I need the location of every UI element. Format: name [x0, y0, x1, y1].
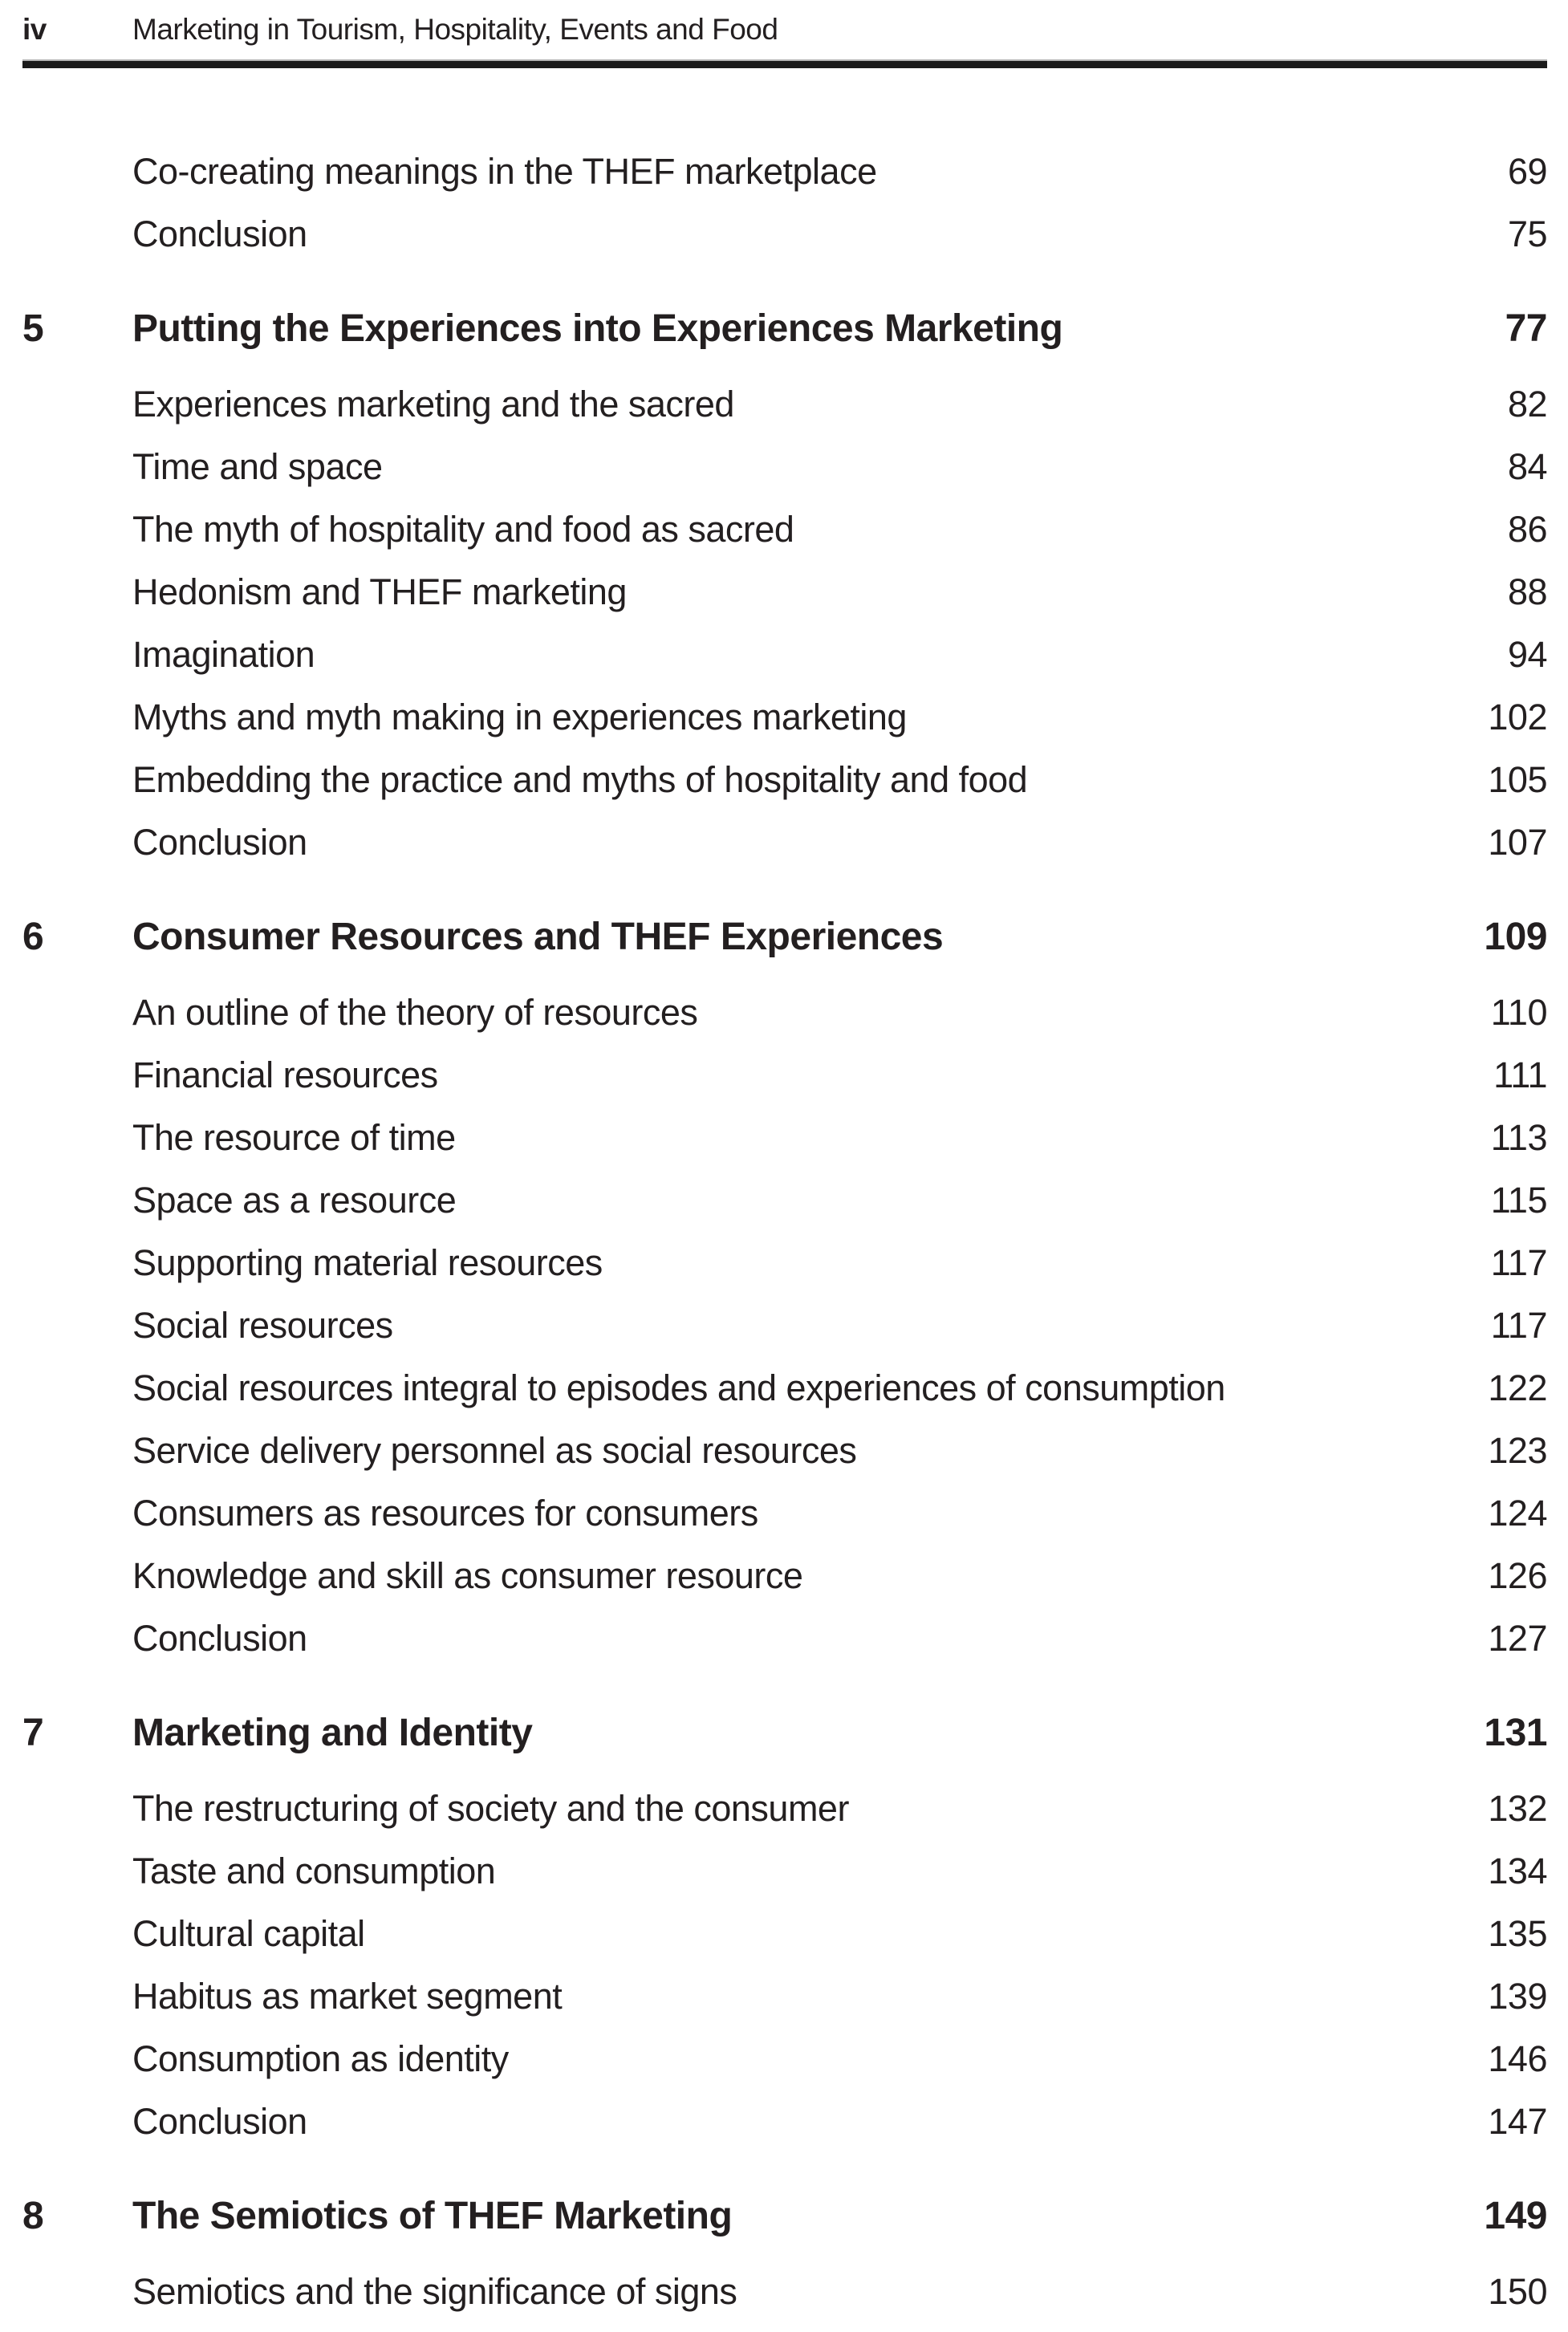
toc-entry-page: 69 [1507, 151, 1547, 192]
toc-entry-page: 88 [1507, 571, 1547, 612]
toc-entry-title: Conclusion [132, 213, 307, 254]
toc-entry-title: Consumer Resources and THEF Experiences [132, 916, 944, 958]
toc-subsection-row [22, 1840, 1547, 1903]
toc-entry-page: 113 [1490, 1117, 1547, 1158]
toc-entry-title: Consumers as resources for consumers [132, 1493, 758, 1534]
toc-subsection-row [22, 436, 1547, 498]
toc-entry-page: 110 [1490, 992, 1547, 1033]
toc-subsection-row [22, 1607, 1547, 1670]
toc-entry-title: Conclusion [132, 1618, 307, 1659]
toc-entry-page: 135 [1488, 1913, 1547, 1954]
toc-entry-title: Putting the Experiences into Experiences Marketing [132, 307, 1063, 350]
toc-entry-page: 77 [1505, 307, 1547, 350]
toc-subsection-row [22, 2090, 1547, 2153]
toc-subsection-row [22, 140, 1547, 203]
toc-entry-page: 147 [1488, 2101, 1547, 2142]
chapter-number: 8 [22, 2195, 44, 2237]
toc-subsection-row [22, 1169, 1547, 1232]
toc-subsection-row [22, 686, 1547, 749]
toc-subsection-row [22, 2028, 1547, 2090]
toc-entry-title: Space as a resource [132, 1180, 457, 1221]
toc-entry-title: Consumption as identity [132, 2038, 509, 2079]
toc-entry-title: Hedonism and THEF marketing [132, 571, 627, 612]
toc-entry-page: 146 [1488, 2038, 1547, 2079]
toc-subsection-row [22, 1777, 1547, 1840]
toc-entry-page: 127 [1488, 1618, 1547, 1659]
toc-entry-page: 111 [1493, 1054, 1547, 1095]
toc-entry-page: 86 [1507, 509, 1547, 550]
toc-entry-page: 132 [1488, 1788, 1547, 1829]
toc-entry-title: Conclusion [132, 822, 307, 863]
toc-subsection-row [22, 1420, 1547, 1482]
toc-entry-title: The myth of hospitality and food as sacred [132, 509, 794, 550]
toc-entry-page: 139 [1488, 1976, 1547, 2017]
toc-entry-page: 149 [1484, 2195, 1547, 2237]
toc-subsection-row [22, 1232, 1547, 1294]
toc-entry-page: 75 [1507, 213, 1547, 254]
toc-subsection-row [22, 1044, 1547, 1107]
toc-subsection-row [22, 1545, 1547, 1607]
toc-subsection-row [22, 1357, 1547, 1420]
toc-entry-title: Marketing and Identity [132, 1712, 533, 1754]
toc-entry-title: Knowledge and skill as consumer resource [132, 1555, 803, 1596]
folio-page-number: iv [22, 13, 47, 46]
page-header [22, 0, 1547, 47]
toc-subsection-row [22, 811, 1547, 874]
toc-subsection-row [22, 561, 1547, 624]
toc-entry-title: Habitus as market segment [132, 1976, 563, 2017]
toc-entry-page: 82 [1507, 384, 1547, 425]
toc-entry-page: 150 [1488, 2271, 1547, 2312]
toc-subsection-row [22, 498, 1547, 561]
toc-entry-title: The resource of time [132, 1117, 456, 1158]
toc-subsection-row [22, 203, 1547, 266]
toc-subsection-row [22, 624, 1547, 686]
toc-chapter-row [22, 1702, 1547, 1765]
chapter-number: 5 [22, 307, 44, 350]
toc-entry-title: Social resources integral to episodes and experiences of consumption [132, 1367, 1225, 1408]
toc-entry-page: 107 [1488, 822, 1547, 863]
toc-entry-page: 117 [1490, 1242, 1547, 1283]
toc-subsection-row [22, 2261, 1547, 2323]
toc-entry-page: 94 [1507, 634, 1547, 675]
toc-entry-title: Semiotics and the significance of signs [132, 2271, 737, 2312]
toc-entry-page: 105 [1488, 759, 1547, 800]
toc-entry-page: 102 [1488, 697, 1547, 737]
toc-entry-title: Taste and consumption [132, 1851, 496, 1891]
toc-subsection-row [22, 373, 1547, 436]
toc-entry-page: 122 [1488, 1367, 1547, 1408]
toc-entry-page: 124 [1488, 1493, 1547, 1534]
toc-entry-title: Service delivery personnel as social resources [132, 1430, 857, 1471]
toc-subsection-row [22, 1965, 1547, 2028]
toc-entry-title: Cultural capital [132, 1913, 365, 1954]
toc-entry-title: Experiences marketing and the sacred [132, 384, 734, 425]
toc-entry-page: 109 [1484, 916, 1547, 958]
toc-subsection-row [22, 981, 1547, 1044]
toc-entry-title: Supporting material resources [132, 1242, 603, 1283]
header-rule [22, 61, 1547, 68]
chapter-number: 7 [22, 1712, 44, 1754]
toc-entry-title: Time and space [132, 446, 383, 487]
toc-subsection-row [22, 1294, 1547, 1357]
toc-entry-title: Conclusion [132, 2101, 307, 2142]
toc-entry-title: Imagination [132, 634, 315, 675]
toc-entry-page: 131 [1484, 1712, 1547, 1754]
toc-subsection-row [22, 749, 1547, 811]
toc-list [22, 68, 1547, 2323]
toc-entry-page: 115 [1490, 1180, 1547, 1221]
chapter-number: 6 [22, 916, 44, 958]
toc-entry-title: Social resources [132, 1305, 393, 1346]
toc-entry-title: The restructuring of society and the consumer [132, 1788, 849, 1829]
toc-chapter-row [22, 298, 1547, 360]
running-head: Marketing in Tourism, Hospitality, Events and Food [132, 13, 778, 46]
toc-entry-page: 126 [1488, 1555, 1547, 1596]
toc-chapter-row [22, 2185, 1547, 2248]
toc-subsection-row [22, 1903, 1547, 1965]
toc-entry-title: An outline of the theory of resources [132, 992, 698, 1033]
toc-subsection-row [22, 1482, 1547, 1545]
toc-entry-title: Embedding the practice and myths of hospitality and food [132, 759, 1028, 800]
toc-entry-page: 134 [1488, 1851, 1547, 1891]
toc-entry-title: Co-creating meanings in the THEF marketplace [132, 151, 877, 192]
toc-subsection-row [22, 1107, 1547, 1169]
toc-entry-page: 84 [1507, 446, 1547, 487]
toc-chapter-row [22, 906, 1547, 969]
toc-entry-title: Financial resources [132, 1054, 438, 1095]
toc-entry-title: Myths and myth making in experiences marketing [132, 697, 907, 737]
toc-entry-page: 117 [1490, 1305, 1547, 1346]
toc-entry-page: 123 [1488, 1430, 1547, 1471]
toc-entry-title: The Semiotics of THEF Marketing [132, 2195, 733, 2237]
